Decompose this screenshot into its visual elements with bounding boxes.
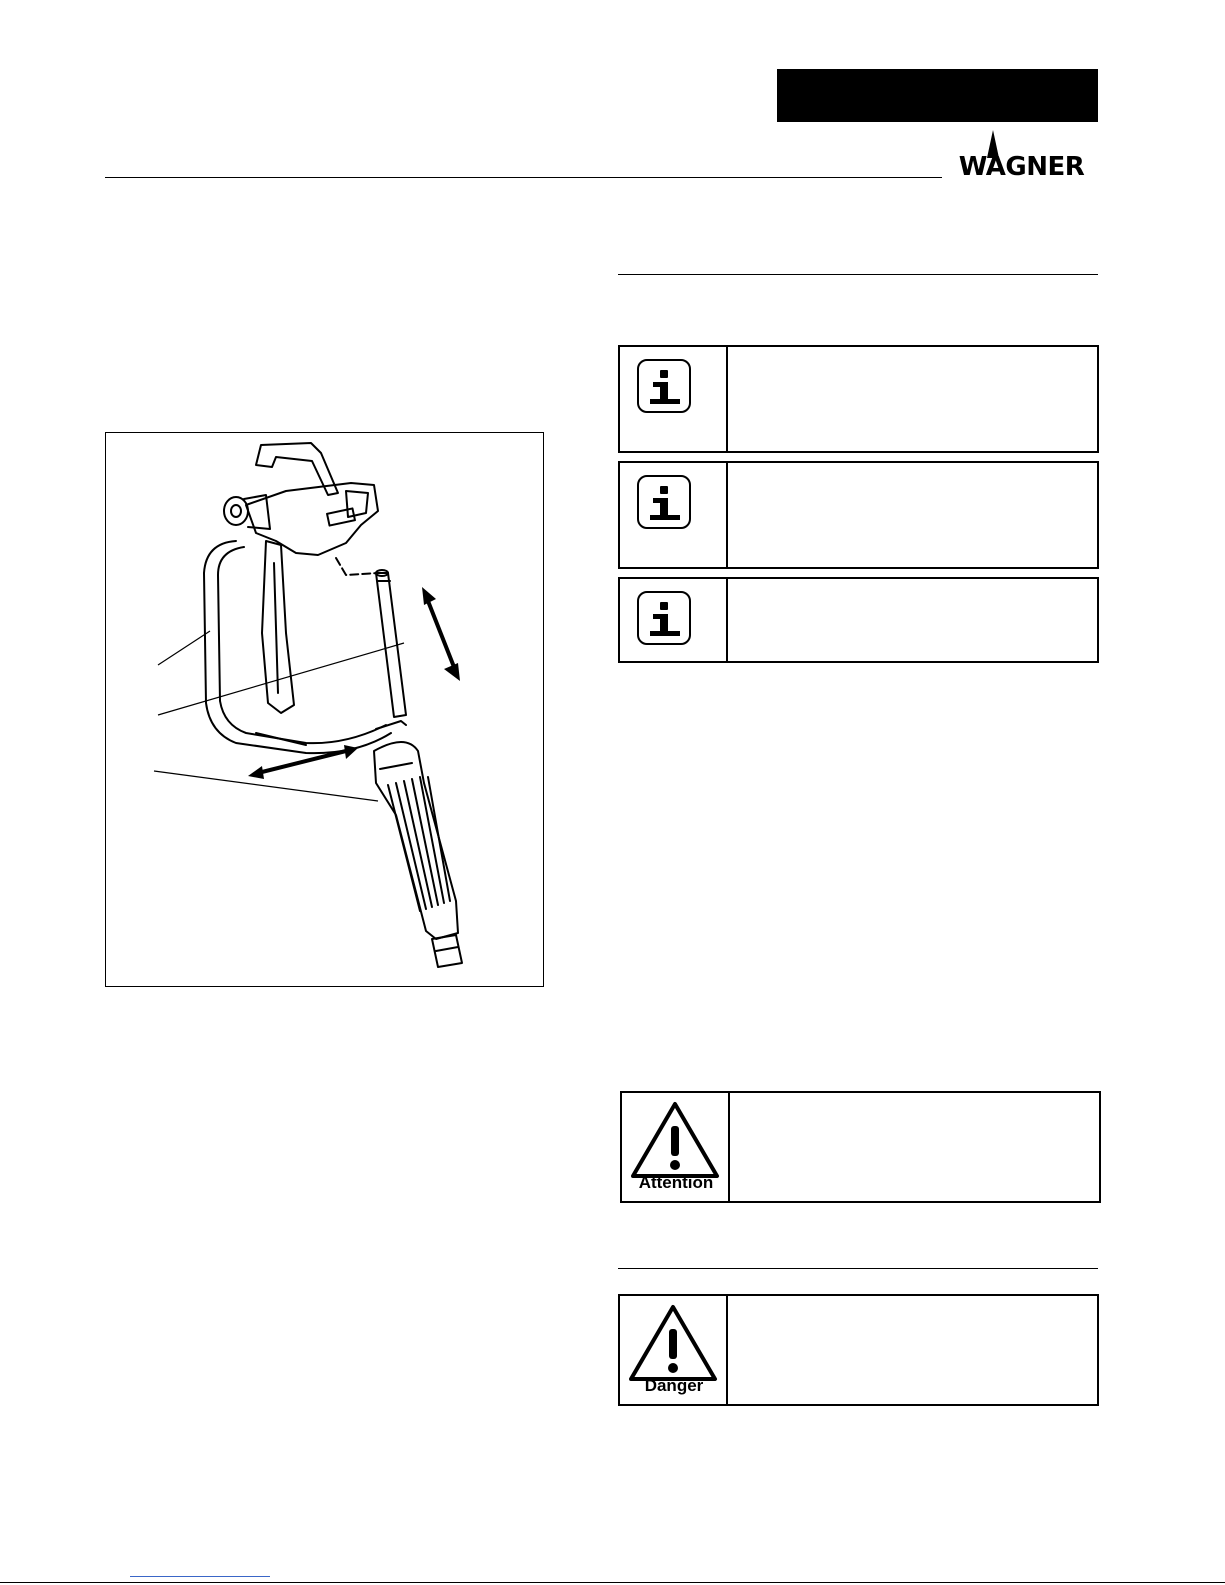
header-rule [105,177,942,178]
danger-text [728,1296,1097,1404]
footer-link-underline [130,1576,270,1577]
info-icon [637,475,691,529]
spray-gun-figure [105,432,544,987]
attention-text [730,1093,1099,1201]
gun-guard [204,541,391,753]
info-icon [637,359,691,413]
horizontal-arrow-shaft [258,751,346,773]
callout-line [154,771,378,801]
gun-nozzle [224,497,248,525]
header-black-bar [777,69,1098,122]
arrow-head [444,663,460,681]
section-rule [618,274,1098,275]
attention-box [620,1091,1101,1203]
note-box [618,577,1099,663]
note-box [618,461,1099,569]
callout-line [158,631,210,665]
section-rule [618,1268,1098,1269]
note-box [618,345,1099,453]
note-text [728,463,1097,567]
arrow-head [422,587,436,605]
logo-text: WAGNER [958,152,1085,182]
note-text [728,579,1097,661]
note-text [728,347,1097,451]
callout-line [158,643,404,715]
gun-handle [374,742,458,939]
filter-tube [376,573,406,717]
gun-hook [256,443,338,495]
spray-gun-illustration [106,433,542,985]
wagner-logo [945,130,1098,180]
vertical-arrow-shaft [428,601,454,667]
danger-label: Danger [644,1376,704,1395]
danger-box [618,1294,1099,1406]
attention-label: Attention [638,1173,714,1192]
info-icon [637,591,691,645]
arrow-head [248,766,264,779]
bottom-rule [0,1582,1225,1583]
